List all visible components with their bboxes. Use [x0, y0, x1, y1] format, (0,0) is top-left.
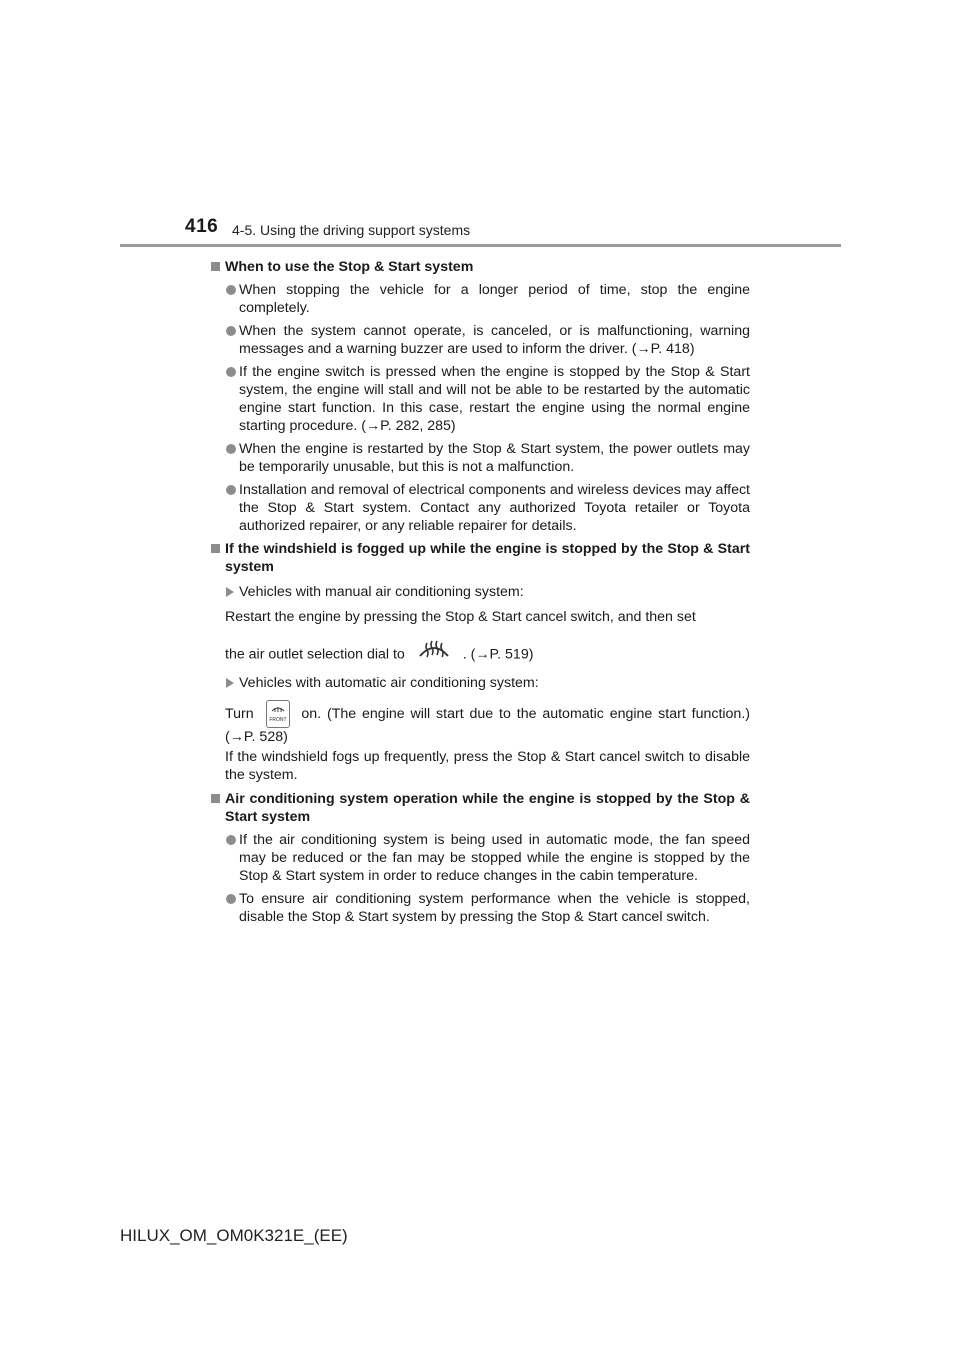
front-defogger-button-icon [266, 700, 290, 728]
header-rule [120, 244, 841, 247]
section-heading-air-conditioning: Air conditioning system operation while the engine is stopped by the Stop & Start system [210, 790, 750, 826]
bullet-icon [226, 444, 236, 454]
list-item: To ensure air conditioning system performance when the vehicle is stopped, disable the Stop & Start system by pressing the Stop & Start cancel switch. [210, 890, 750, 926]
bullet-icon [226, 894, 236, 904]
list-item: When stopping the vehicle for a longer period of time, stop the engine completely. [210, 281, 750, 317]
subheading-manual-ac: Vehicles with manual air conditioning system: [210, 583, 750, 601]
front-label: FRONT [268, 717, 287, 723]
disable-system-note: If the windshield fogs up frequently, press the Stop & Start cancel switch to disable the system. [225, 749, 750, 783]
bullet-icon [226, 285, 236, 295]
section-heading-when-to-use: When to use the Stop & Start system [210, 258, 750, 276]
bullet-icon [226, 326, 236, 336]
section-marker-icon [211, 544, 220, 553]
automatic-ac-instruction: Turn FRONT on. (The engine will start due to the automatic engine start function.) (→P. 528) [210, 700, 750, 746]
page-content [210, 254, 750, 926]
subheading-automatic-ac: Vehicles with automatic air conditioning system: [210, 674, 750, 692]
windshield-defogger-icon [417, 636, 451, 673]
section-heading-windshield-fogged: If the windshield is fogged up while the engine is stopped by the Stop & Start system [210, 540, 750, 576]
arrow-marker-icon [226, 678, 234, 688]
manual-ac-instruction-line2: the air outlet selection dial to . (→P. 519) [210, 636, 750, 666]
list-item: Installation and removal of electrical components and wireless devices may affect the Stop & Start system. Contact any authorized Toyota retailer or Toyota authorized repairer, or any reliable repairer for details. [210, 481, 750, 535]
bullet-icon [226, 367, 236, 377]
manual-ac-instruction: Restart the engine by pressing the Stop & Start cancel switch, and then set [225, 609, 696, 625]
list-item: When the engine is restarted by the Stop & Start system, the power outlets may be temporarily unusable, but this is not a malfunction. [210, 440, 750, 476]
list-item: If the air conditioning system is being used in automatic mode, the fan speed may be reduced or the fan may be stopped while the engine is stopped by the Stop & Start system in order to reduce changes in the cabin temperature. [210, 831, 750, 885]
bullet-icon [226, 835, 236, 845]
section-marker-icon [211, 262, 220, 271]
arrow-marker-icon [226, 587, 234, 597]
list-item: If the engine switch is pressed when the engine is stopped by the Stop & Start system, the engine will stall and will not be able to be restarted by the automatic engine start function. In this case, restart the engine using the normal engine starting procedure. (→P. 282, 285) [210, 363, 750, 435]
list-item: When the system cannot operate, is canceled, or is malfunctioning, warning messages and a warning buzzer are used to inform the driver. (→P. 418) [210, 322, 750, 358]
page-number: 416 [185, 216, 219, 237]
section-marker-icon [211, 794, 220, 803]
chapter-title: 4-5. Using the driving support systems [232, 222, 471, 238]
document-code: HILUX_OM_OM0K321E_(EE) [120, 1226, 348, 1245]
bullet-icon [226, 485, 236, 495]
